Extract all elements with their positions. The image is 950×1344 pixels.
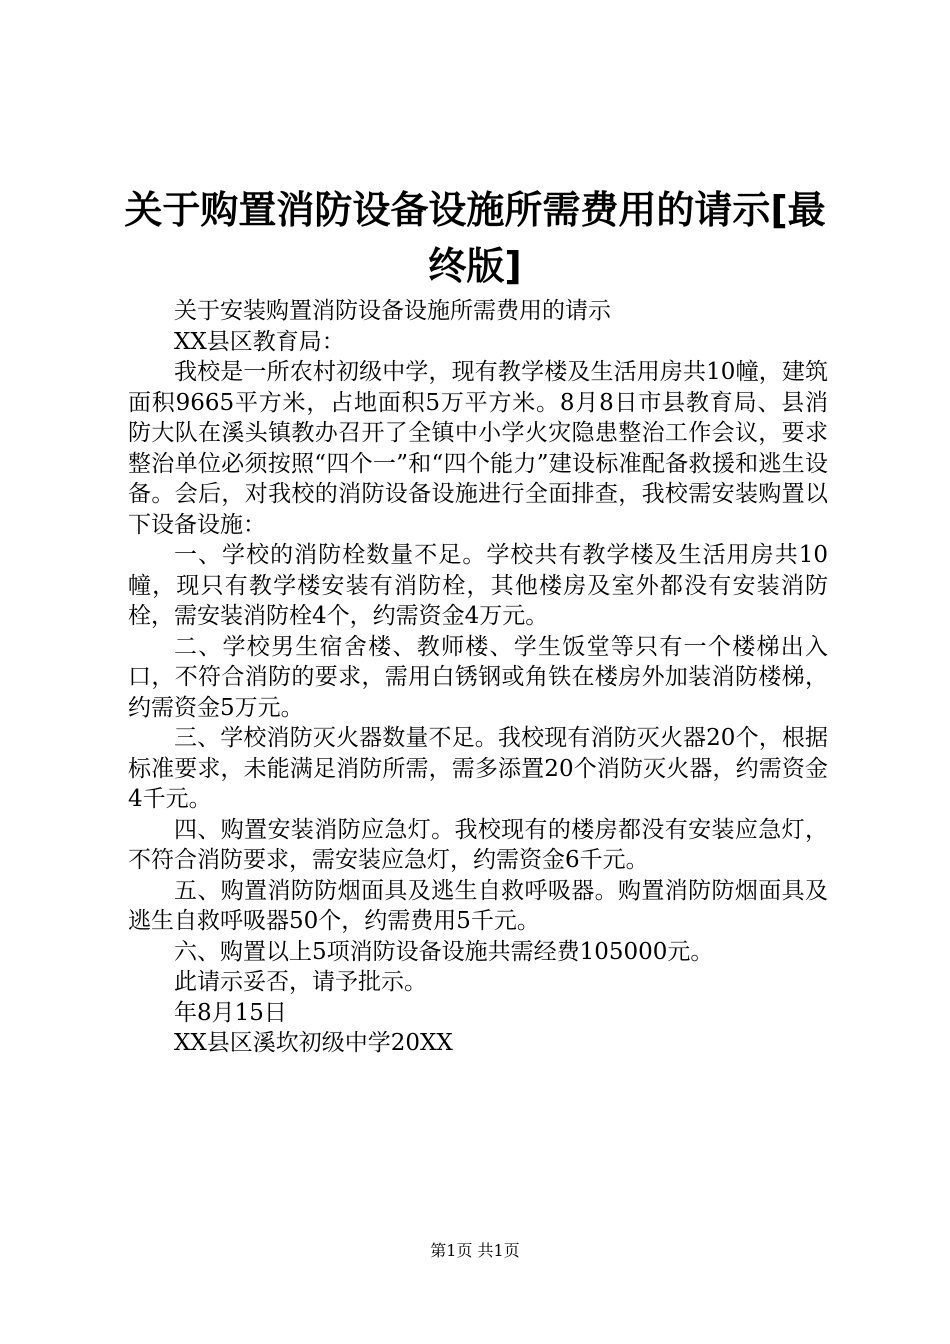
item-6-paragraph: 六、购置以上5项消防设备设施共需经费105000元。 — [174, 938, 714, 965]
document-body — [128, 296, 828, 1059]
item-5-paragraph: 五、购置消防防烟面具及逃生自救呼吸器。购置消防防烟面具及逃生自救呼吸器50个，约需费用5千元。 — [128, 877, 828, 934]
date-line: 年8月15日 — [174, 999, 287, 1026]
request-heading: 关于安装购置消防设备设施所需费用的请示 — [174, 298, 611, 324]
document-title: 关于购置消防设备设施所需费用的请示[最终版] — [124, 188, 826, 288]
item-3-paragraph: 三、学校消防灭火器数量不足。我校现有消防灭火器20个，根据标准要求，未能满足消防所需，需多添置20个消防灭火器，约需资金4千元。 — [128, 725, 828, 812]
item-2-paragraph: 二、学校男生宿舍楼、教师楼、学生饭堂等只有一个楼梯出入口，不符合消防的要求，需用白锈钢或角铁在楼房外加装消防楼梯，约需资金5万元。 — [128, 633, 828, 721]
page-footer: 第1页 共1页 — [430, 1241, 520, 1260]
item-1-paragraph: 一、学校的消防栓数量不足。学校共有教学楼及生活用房共10幢，现只有教学楼安装有消防栓，其他楼房及室外都没有安装消防栓，需安装消防栓4个，约需资金4万元。 — [128, 542, 828, 629]
signature-line: XX县区溪坎初级中学20XX — [174, 1030, 453, 1056]
recipient-line: XX县区教育局： — [174, 328, 345, 355]
item-4-paragraph: 四、购置安装消防应急灯。我校现有的楼房都没有安装应急灯，不符合消防要求，需安装应急灯，约需资金6千元。 — [128, 816, 828, 873]
closing-request: 此请示妥否，请予批示。 — [174, 969, 427, 995]
intro-paragraph: 我校是一所农村初级中学，现有教学楼及生活用房共10幢，建筑面积9665平方米，占地面积5万平方米。8月8日市县教育局、县消防大队在溪头镇教办召开了全镇中小学火灾隐患整治工作会议，要求整治单位必须按照“四个一”和“四个能力”建设标准配备救援和逃生设备。会后，对我校的消防设备设施进行全面排查，我校需安装购置以下设备设施： — [128, 359, 828, 538]
